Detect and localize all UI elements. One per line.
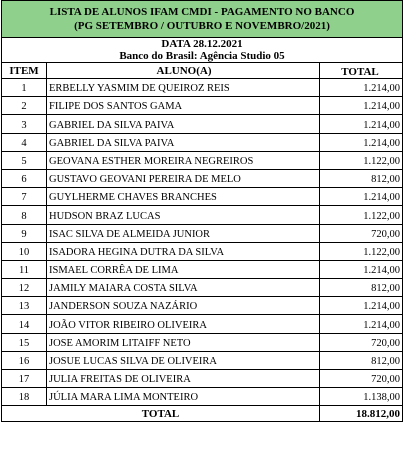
table-row [2, 169, 403, 187]
total-value: 18.812,00 [320, 406, 403, 422]
total-row [2, 406, 403, 422]
row-item-number: 17 [2, 370, 47, 388]
row-student-name: GUSTAVO GEOVANI PEREIRA DE MELO [47, 169, 320, 187]
row-item-number: 16 [2, 351, 47, 369]
row-student-name: ISADORA HEGINA DUTRA DA SILVA [47, 242, 320, 260]
table-row [2, 370, 403, 388]
column-header-name: ALUNO(A) [47, 63, 320, 79]
row-total: 1.122,00 [320, 242, 403, 260]
row-item-number: 9 [2, 224, 47, 242]
row-item-number: 14 [2, 315, 47, 333]
row-total: 720,00 [320, 333, 403, 351]
row-student-name: HUDSON BRAZ LUCAS [47, 206, 320, 224]
row-item-number: 6 [2, 169, 47, 187]
row-item-number: 8 [2, 206, 47, 224]
row-total: 1.122,00 [320, 151, 403, 169]
row-student-name: JAMILY MAIARA COSTA SILVA [47, 279, 320, 297]
table-row [2, 115, 403, 133]
row-item-number: 3 [2, 115, 47, 133]
row-item-number: 15 [2, 333, 47, 351]
row-student-name: JANDERSON SOUZA NAZÁRIO [47, 297, 320, 315]
row-item-number: 4 [2, 133, 47, 151]
sheet-bank: Banco do Brasil: Agência Studio 05 [119, 50, 285, 62]
row-student-name: GABRIEL DA SILVA PAIVA [47, 133, 320, 151]
student-payment-table [1, 0, 403, 422]
row-item-number: 18 [2, 388, 47, 406]
table-row [2, 97, 403, 115]
row-student-name: GABRIEL DA SILVA PAIVA [47, 115, 320, 133]
column-header-row [2, 63, 403, 79]
row-total: 720,00 [320, 370, 403, 388]
table-row [2, 333, 403, 351]
row-total: 1.214,00 [320, 297, 403, 315]
table-row [2, 260, 403, 278]
table-row [2, 279, 403, 297]
table-row [2, 188, 403, 206]
row-item-number: 10 [2, 242, 47, 260]
row-total: 1.214,00 [320, 133, 403, 151]
row-item-number: 2 [2, 97, 47, 115]
row-student-name: GUYLHERME CHAVES BRANCHES [47, 188, 320, 206]
table-row [2, 151, 403, 169]
table-row [2, 351, 403, 369]
row-total: 1.214,00 [320, 79, 403, 97]
row-item-number: 11 [2, 260, 47, 278]
column-header-total: TOTAL [320, 63, 403, 79]
row-item-number: 13 [2, 297, 47, 315]
column-header-item: ITEM [2, 63, 47, 79]
row-total: 1.214,00 [320, 97, 403, 115]
sheet-date: DATA 28.12.2021 [161, 38, 243, 50]
row-total: 812,00 [320, 351, 403, 369]
row-total: 1.214,00 [320, 115, 403, 133]
row-student-name: FILIPE DOS SANTOS GAMA [47, 97, 320, 115]
title-row [2, 1, 403, 38]
row-total: 1.214,00 [320, 260, 403, 278]
row-total: 812,00 [320, 279, 403, 297]
row-item-number: 7 [2, 188, 47, 206]
sheet-title-line2: (PG SETEMBRO / OUTUBRO E NOVEMBRO/2021) [74, 20, 330, 32]
row-total: 1.214,00 [320, 315, 403, 333]
row-student-name: ISAC SILVA DE ALMEIDA JUNIOR [47, 224, 320, 242]
table-row [2, 206, 403, 224]
total-label: TOTAL [2, 406, 320, 422]
row-student-name: JOÃO VITOR RIBEIRO OLIVEIRA [47, 315, 320, 333]
table-row [2, 224, 403, 242]
row-student-name: JÚLIA MARA LIMA MONTEIRO [47, 388, 320, 406]
table-row [2, 79, 403, 97]
row-total: 1.138,00 [320, 388, 403, 406]
row-student-name: JOSE AMORIM LITAIFF NETO [47, 333, 320, 351]
row-total: 1.122,00 [320, 206, 403, 224]
table-row [2, 388, 403, 406]
row-total: 1.214,00 [320, 188, 403, 206]
table-row [2, 133, 403, 151]
row-student-name: ISMAEL CORRÊA DE LIMA [47, 260, 320, 278]
table-row [2, 297, 403, 315]
sheet-title-line1: LISTA DE ALUNOS IFAM CMDI - PAGAMENTO NO BANCO [49, 6, 355, 18]
row-student-name: GEOVANA ESTHER MOREIRA NEGREIROS [47, 151, 320, 169]
table-row [2, 315, 403, 333]
row-student-name: JULIA FREITAS DE OLIVEIRA [47, 370, 320, 388]
row-item-number: 5 [2, 151, 47, 169]
row-item-number: 12 [2, 279, 47, 297]
date-row [2, 38, 403, 63]
row-total: 812,00 [320, 169, 403, 187]
row-student-name: JOSUE LUCAS SILVA DE OLIVEIRA [47, 351, 320, 369]
table-row [2, 242, 403, 260]
row-item-number: 1 [2, 79, 47, 97]
row-student-name: ERBELLY YASMIM DE QUEIROZ REIS [47, 79, 320, 97]
row-total: 720,00 [320, 224, 403, 242]
